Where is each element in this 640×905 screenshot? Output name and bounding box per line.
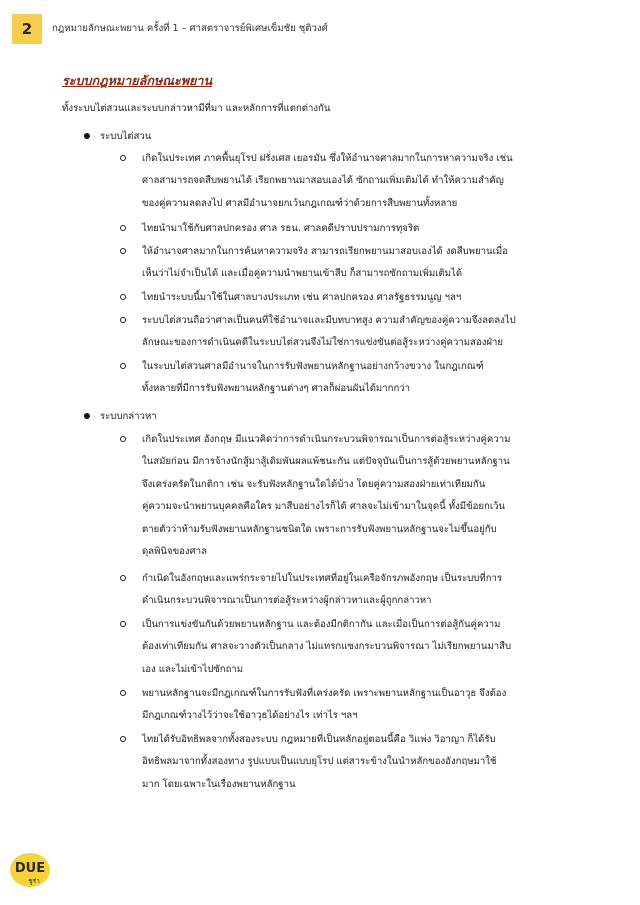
line: เกิดในประเทศ อังกฤษ มีแนวคิดว่าการดำเนินกระบวนพิจารณาเป็นการต่อสู้ระหว่างคู่ความ: [142, 434, 511, 445]
page-number: 2: [12, 14, 42, 44]
line: จึงเคร่งครัดในกติกา เช่น จะรับฟังหลักฐานใดได้บ้าง โดยคู่ความสองฝ่ายเท่าเทียมกัน: [142, 478, 486, 490]
line: ไทยนำระบบนี้มาใช้ในศาลบางประเภท เช่น ศาลปกครอง ศาลรัฐธรรมนูญ ฯลฯ: [142, 292, 462, 303]
bullet-accusatorial: [100, 409, 157, 424]
line: เห็นว่าไม่จำเป็นได้ และเมื่อคู่ความนำพยานเข้าสืบ ก็สามารถซักถามเพิ่มเติมได้: [142, 268, 463, 280]
circle-bullet-icon: [120, 317, 126, 323]
bullet-dot-icon: [84, 413, 90, 419]
list-item: [142, 683, 572, 728]
bullet-inquisitorial: [100, 129, 151, 144]
line: ต้องเท่าเทียมกัน ศาลจะวางตัวเป็นกลาง ไม่แทรกแซงกระบวนพิจารณา ไม่เรียกพยานมาสืบ: [142, 641, 512, 653]
line: เกิดในประเทศ ภาคพื้นยุโรป ฝรั่งเศส เยอรมัน ซึ่งให้อำนาจศาลมากในการหาความจริง เช่น: [142, 153, 513, 164]
circle-bullet-icon: [120, 621, 126, 627]
svg-text:ชูร่า: ชูร่า: [28, 877, 40, 885]
list-item: [142, 614, 572, 681]
list-item: [142, 148, 572, 215]
circle-bullet-icon: [120, 363, 126, 369]
line: ทั้งหลายที่มีการรับฟังพยานหลักฐานต่างๆ ศาลก็ผ่อนผันได้มากกว่า: [142, 383, 411, 395]
line: ศาลสามารถจดสืบพยานได้ เรียกพยานมาสอบเองได้ ซักถามเพิ่มเติมได้ ทำให้ความสำคัญ: [142, 175, 504, 187]
line: กำเนิดในอังกฤษและแพร่กระจายไปในประเทศที่อยู่ในเครือจักรภพอังกฤษ เป็นระบบที่การ: [142, 573, 503, 584]
list-item: [142, 356, 572, 401]
svg-text:DUE: DUE: [14, 861, 46, 876]
circle-bullet-icon: [120, 225, 126, 231]
circle-bullet-icon: [120, 294, 126, 300]
intro-paragraph: ทั้งระบบไต่สวนและระบบกล่าวหามีที่มา และหลักการที่แตกต่างกัน: [62, 103, 331, 114]
bullet-heading: ระบบไต่สวน: [100, 131, 152, 142]
line: มาก โดยเฉพาะในเรื่องพยานหลักฐาน: [142, 778, 296, 790]
line: ให้อำนาจศาลมากในการค้นหาความจริง สามารถเรียกพยานมาสอบเองได้ งดสืบพยานเมื่อ: [142, 246, 508, 257]
line: ระบบไต่สวนถือว่าศาลเป็นคนที่ใช้อำนาจและมีบทบาทสูง ความสำคัญของคู่ความจึงลดลงไป: [142, 315, 516, 326]
line: ไทยนำมาใช้กับศาลปกครอง ศาล รธน. ศาลคดีปราบปรามการทุจริต: [142, 223, 420, 234]
bullet-dot-icon: [84, 133, 90, 139]
line: พยานหลักฐานจะมีกฎเกณฑ์ในการรับฟังที่เคร่งครัด เพราะพยานหลักฐานเป็นอาวุธ จึงต้อง: [142, 688, 507, 699]
list-item: [142, 568, 572, 613]
due-logo: [8, 850, 52, 890]
line: ตายตัวว่าห้ามรับฟังพยานหลักฐานชนิดใด เพราะการรับฟังพยานหลักฐานจะไม่ขึ้นอยู่กับ: [142, 523, 497, 535]
circle-bullet-icon: [120, 436, 126, 442]
circle-bullet-icon: [120, 690, 126, 696]
line: ลักษณะของการดำเนินคดีในระบบไต่สวนจึงไม่ใช่การแข่งขันต่อสู้ระหว่างคู่ความสองฝ่าย: [142, 337, 504, 349]
bullet-heading: ระบบกล่าวหา: [100, 411, 157, 422]
list-item: [142, 310, 572, 355]
line: ในสมัยก่อน มีการจ้างนักสู้มาสู้เดิมพันผลแพ้ชนะกัน แต่ปัจจุบันเป็นการสู้ด้วยพยานหลักฐาน: [142, 456, 510, 468]
line: มีกฎเกณฑ์วางไว้ว่าจะใช้อาวุธได้อย่างไร เท่าไร ฯลฯ: [142, 710, 358, 722]
line: ดุลพินิจของศาล: [142, 546, 207, 558]
line: ดำเนินกระบวนพิจารณาเป็นการต่อสู้ระหว่างผู้กล่าวหาและผู้ถูกกล่าวหา: [142, 595, 432, 607]
line: เป็นการแข่งขันกันด้วยพยานหลักฐาน และต้องมีกติกากัน และเมื่อเป็นการต่อสู้กันคู่ความ: [142, 619, 501, 630]
line: ไทยได้รับอิทธิพลจากทั้งสองระบบ กฎหมายที่เป็นหลักอยู่ตอนนี้คือ วิแพ่ง วิอาญา ก็ได้รับ: [142, 734, 496, 745]
list-item: [142, 287, 572, 309]
list-item: [142, 729, 572, 796]
page-header: [0, 0, 640, 46]
circle-bullet-icon: [120, 155, 126, 161]
list-item: [142, 429, 572, 563]
list-item: [142, 218, 572, 240]
line: คู่ความจะนำพยานบุคคลคือใคร มาสืบอย่างไรก็ได้ ศาลจะไม่เข้ามาในจุดนี้ ทั้งมีข้อยกเว้น: [142, 501, 506, 513]
circle-bullet-icon: [120, 575, 126, 581]
section-title: ระบบกฎหมายลักษณะพยาน: [62, 73, 213, 88]
running-title: กฎหมายลักษณะพยาน ครั้งที่ 1 – ศาสตราจารย์พิเศษเข็มชัย ชุติวงศ์: [52, 23, 328, 34]
line: เอง และไม่เข้าไปซักถาม: [142, 663, 244, 675]
line: อิทธิพลมาจากทั้งสองทาง รูปแบบเป็นแบบยุโรป แต่สาระข้างในนำหลักของอังกฤษมาใช้: [142, 756, 497, 768]
line: ของคู่ความลดลงไป ศาลมีอำนาจยกเว้นกฎเกณฑ์ว่าด้วยการสืบพยานทั้งหลาย: [142, 197, 458, 209]
line: ในระบบไต่สวนศาลมีอำนาจในการรับฟังพยานหลักฐานอย่างกว้างขวาง ในกฎเกณฑ์: [142, 361, 484, 372]
circle-bullet-icon: [120, 736, 126, 742]
list-item: [142, 241, 572, 286]
circle-bullet-icon: [120, 248, 126, 254]
